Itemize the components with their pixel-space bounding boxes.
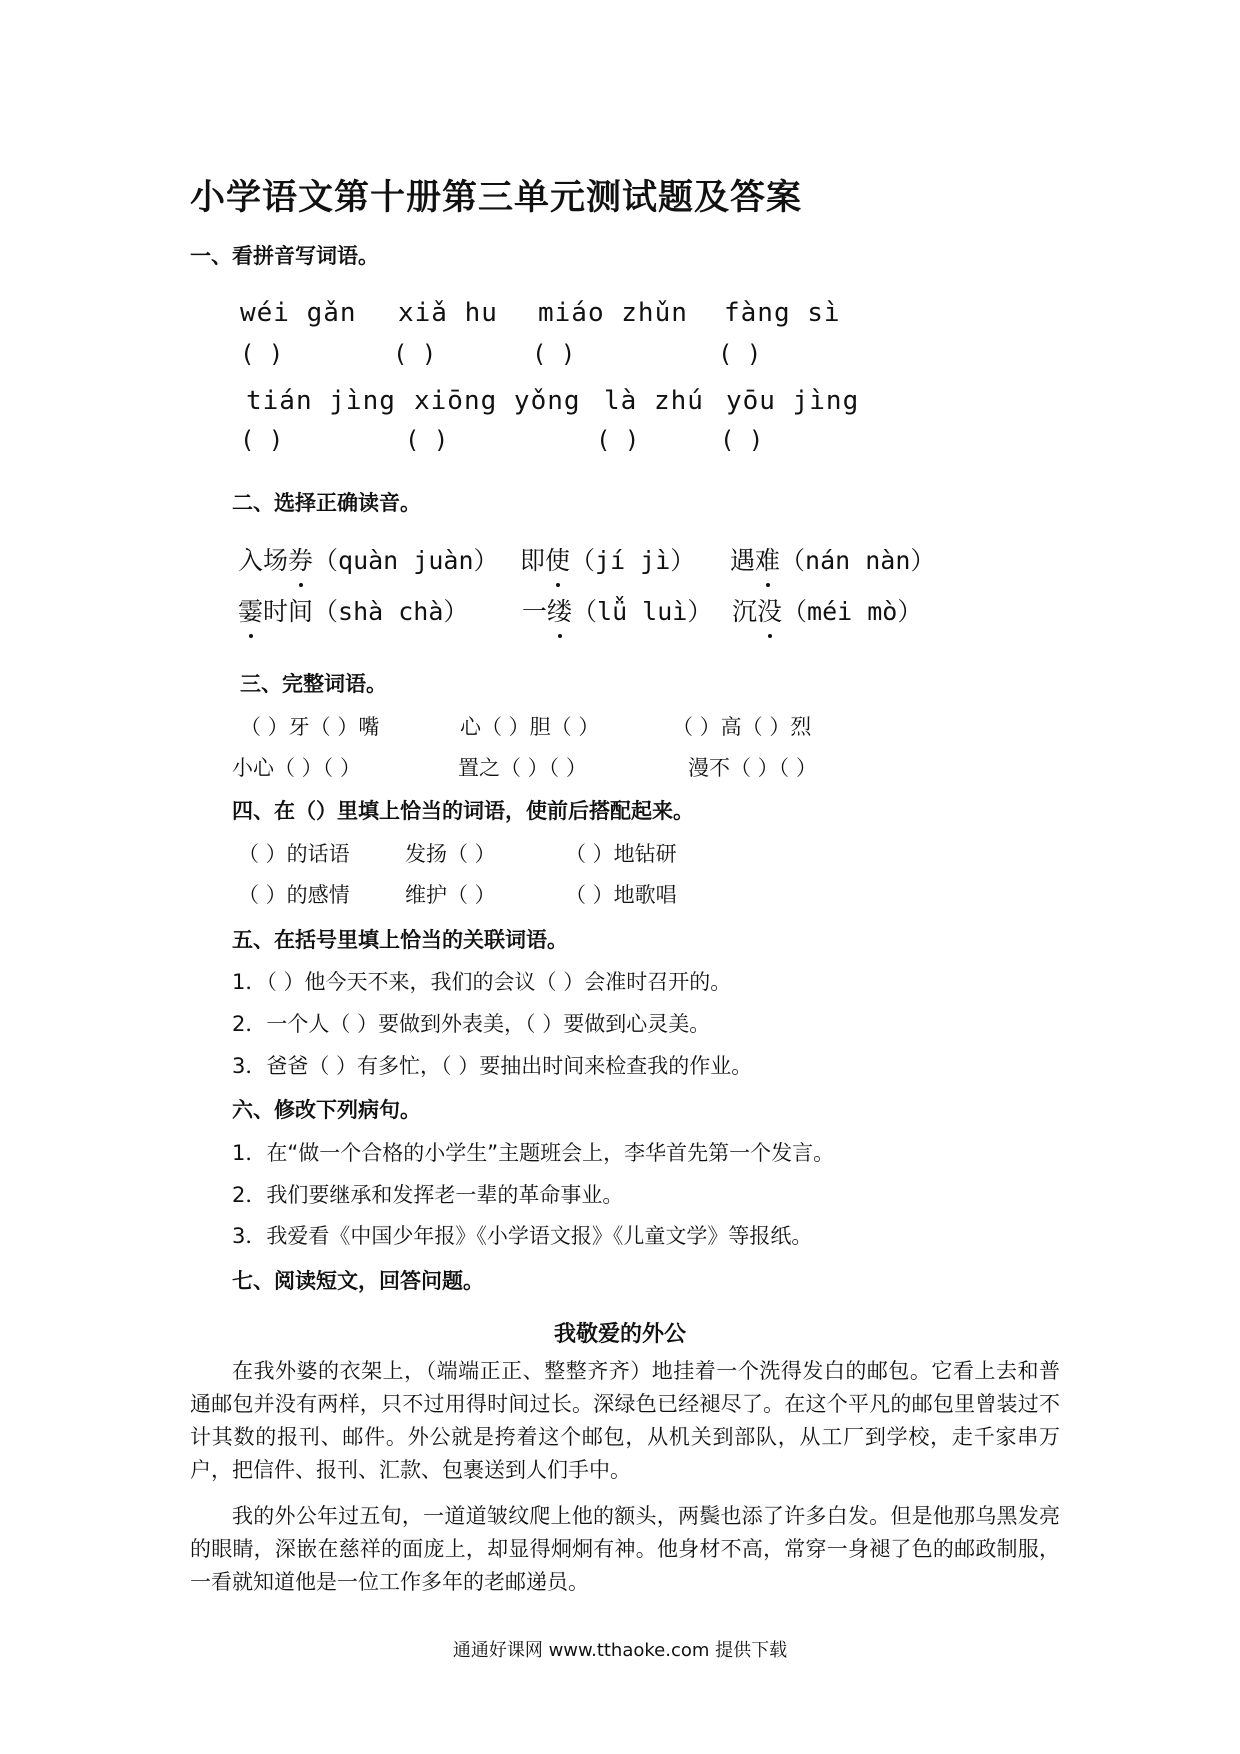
answer-blank[interactable]: ( ) [720,426,764,454]
question-line: 2．我们要继承和发挥老一辈的革命事业。 [232,1183,624,1207]
pinyin-1: wéi gǎn [240,298,357,328]
pinyin-3: miáo zhǔn [538,298,688,328]
page-title: 小学语文第十册第三单元测试题及答案 [190,178,803,218]
answer-blank[interactable]: ( ) [596,426,640,454]
word-item: 心（ ）胆（ ） [460,715,600,739]
answer-blank[interactable]: ( ) [240,426,284,454]
section-6-heading: 六、修改下列病句。 [232,1098,421,1122]
word-item: （ ）高（ ）烈 [672,715,812,739]
question-line: 3．爸爸（ ）有多忙，（ ）要抽出时间来检查我的作业。 [232,1054,753,1078]
reading-item: 沉没（méi mò） [732,597,923,626]
footer-text: 通通好课网 www.tthaoke.com 提供下载 [452,1640,788,1661]
answer-blank[interactable]: ( ) [718,340,762,368]
word-item: （ ）的感情 [238,883,350,907]
story-title: 我敬爱的外公 [553,1322,686,1347]
answer-blank[interactable]: ( ) [405,426,449,454]
section-3-heading: 三、完整词语。 [240,672,387,696]
section-5-heading: 五、在括号里填上恰当的关联词语。 [232,928,568,952]
pinyin-4: fàng sì [724,298,841,328]
section-4-heading: 四、在（）里填上恰当的词语，使前后搭配起来。 [232,799,694,823]
answer-blank[interactable]: ( ) [532,340,576,368]
pinyin-8: yōu jìng [726,386,860,416]
answer-blank[interactable]: ( ) [240,340,284,368]
reading-item: 一缕（lǚ luì） [522,597,713,626]
word-item: （ ）的话语 [238,842,350,866]
question-line: 2．一个人（ ）要做到外表美，（ ）要做到心灵美。 [232,1012,711,1036]
reading-item: 入场券（quàn juàn） [238,546,499,575]
question-line: 1．在“做一个合格的小学生”主题班会上，李华首先第一个发言。 [232,1141,835,1165]
pinyin-6: xiōng yǒng [414,386,581,416]
word-item: 维护（ ） [405,883,496,907]
word-item: （ ）地歌唱 [565,883,677,907]
word-item: （ ）地钻研 [565,842,677,866]
reading-item: 霎时间（shà chà） [238,597,469,626]
word-item: （ ）牙（ ）嘴 [240,715,380,739]
section-1-heading: 一、看拼音写词语。 [190,244,379,268]
question-line: 1．（ ）他今天不来，我们的会议（ ）会准时召开的。 [232,970,732,994]
question-line: 3．我爱看《中国少年报》《小学语文报》《儿童文学》等报纸。 [232,1224,813,1248]
pinyin-2: xiǎ hu [398,298,498,328]
story-paragraph-2: 我的外公年过五旬，一道道皱纹爬上他的额头，两鬓也添了许多白发。但是他那乌黑发亮的眼睛，深嵌在慈祥的面庞上，却显得炯炯有神。他身材不高，常穿一身褪了色的邮政制服，一看就知道他是一位工作多年的老邮递员。 [190,1504,1060,1594]
word-item: 置之（ ）（ ） [458,756,587,780]
pinyin-5: tián jìng [246,386,396,416]
section-7-heading: 七、阅读短文，回答问题。 [232,1269,484,1293]
answer-blank[interactable]: ( ) [393,340,437,368]
word-item: 发扬（ ） [405,842,496,866]
reading-item: 即使（jí jì） [520,546,696,575]
pinyin-7: là zhú [604,386,704,416]
section-2-heading: 二、选择正确读音。 [232,491,421,515]
word-item: 漫不（ ）（ ） [688,756,817,780]
word-item: 小心（ ）（ ） [232,756,361,780]
story-paragraph-1: 在我外婆的衣架上，（端端正正、整整齐齐）地挂着一个洗得发白的邮包。它看上去和普通邮包并没有两样，只不过用得时间过长。深绿色已经褪尽了。在这个平凡的邮包里曾装过不计其数的报刊、邮件。外公就是挎着这个邮包，从机关到部队，从工厂到学校，走千家串万户，把信件、报刊、汇款、包裹送到人们手中。 [190,1359,1060,1482]
reading-item: 遇难（nán nàn） [730,546,936,575]
